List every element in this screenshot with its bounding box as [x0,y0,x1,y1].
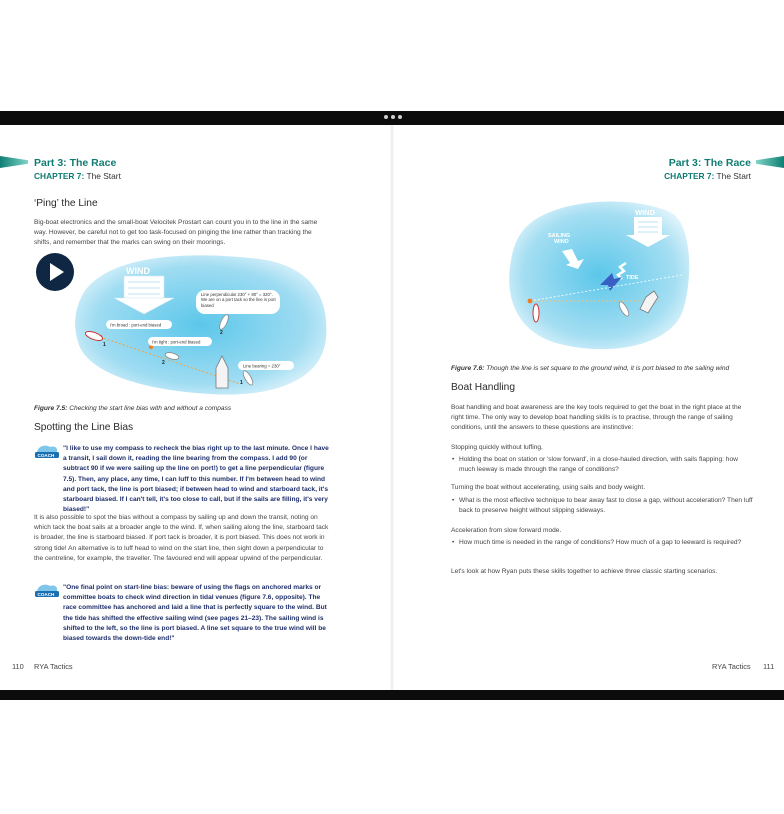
tide-label: TIDE [626,275,639,281]
coach-badge-text: COACH [37,592,55,597]
part-title-right: Part 3: The Race [668,157,751,169]
chapter-title-left [34,171,121,181]
callout-perpendicular-box [201,292,277,314]
coach-badge-icon [34,443,60,459]
boat-number: 2 [220,330,223,336]
chapter-title-right [664,171,751,181]
section-heading-boat-handling: Boat Handling [451,382,516,393]
footer-title-right: RYA Tactics [712,662,751,671]
play-video-button[interactable] [36,253,74,291]
callout-bearing-text: Line bearing = 230° [243,363,281,369]
sailing-wind-label: WIND [554,239,569,245]
section-paragraph-bias: It is also possible to spot the bias without a compass by sailing up and down the transit, noting on which tack the boat sails at a broader angle to the wind. If, when sailing along the line, starboard tack is broader, the line is starboard biased. If port tack is broader, it is port biased. This does not work in strong tide! An alternative is to luff head to wind on the start line, then sight down a perpendicular to the centreline, for example, the traveller. The favoured end will appear upwind of the perpendicular. [34,514,329,562]
callout-tight-text: I'm tight : port-end biased [152,339,201,345]
figure-7-5-label: Figure 7.5: [34,405,68,412]
coach-quote-1: "I like to use my compass to recheck the bias right up to the last minute. Once I have a transit, I sail down it, reading the line bearing from the compass. I add 90 (or subtract 90 if we were sailing up the line on port!) to get a line perpendicular (figure 7.5). Then, any place, any time, I can luff to this number. If I'm between head to wind and port tack, the line is port biased; if between head to wind and starboard tack, it's starboard biased. If I can't tell, it's too close to call, but if the sails are filling, it's very biased!" [63,445,329,514]
boat-handling-intro: Boat handling and boat awareness are the key tools required to get the boat in the right place at the right time. The only way to develop boat handling skills is to practise, through the range of sailing conditions, until the answers to these questions are instinctive: [451,404,742,432]
figure-7-5-text: Checking the start line bias with and without a compass [69,405,232,412]
topic-turning-list [451,496,755,516]
part-title-left: Part 3: The Race [34,157,117,169]
list-item: • How much time is needed in the range of conditions? How much of a gap to leeward is required? [459,538,755,548]
topic-acceleration-list [451,538,755,548]
list-item: • What is the most effective technique to bear away fast to close a gap, without acceleration? Then luff back to preserve height without slipping sideways. [459,496,755,516]
coach-badge-icon [34,582,60,598]
chapter-name: The Start [716,171,751,181]
wind-label: WIND [635,208,655,217]
boat-number: 1 [103,342,106,348]
figure-7-5-caption [34,405,231,412]
figure-7-6-label: Figure 7.6: [451,365,485,372]
wind-label: WIND [126,266,150,276]
topic-acceleration: Acceleration from slow forward mode. [451,527,562,534]
viewer-bottom-bar [0,690,784,700]
figure-7-6-diagram [506,197,690,353]
figure-7-5-diagram [70,252,332,398]
coach-badge-text: COACH [37,453,55,458]
footer-page-number-right: 111 [763,662,775,671]
boat-icon [533,304,539,322]
chapter-label: CHAPTER 7: [664,171,715,181]
section-heading-bias: Spotting the Line Bias [34,422,134,433]
footer-title-left: RYA Tactics [34,662,73,671]
topic-turning: Turning the boat without accelerating, using sails and body weight. [451,484,646,491]
section-heading-ping: ‘Ping’ the Line [34,198,98,209]
boat-number: 1 [240,380,243,386]
chapter-name: The Start [86,171,121,181]
pin-mark [528,299,533,304]
figure-7-6-text: Though the line is set square to the ground wind, it is port biased to the sailing wind [486,365,730,372]
sea-area [509,201,689,349]
boat-number: 2 [162,360,165,366]
section-paragraph-ping: Big-boat electronics and the small-boat Velocitek Prostart can count you in to the line in the same way. However, be careful not to get too task-focused on pinging the line rather than tracking the shifts, and remember that the marks can swing on their moorings. [34,219,318,247]
ellipsis-icon[interactable] [384,115,402,119]
list-item: • Holding the boat on station or 'slow forward', in a close-hauled direction, with sails flapping: how much leeway is made through the range of conditions? [459,455,755,475]
coach-quote-2: "One final point on start-line bias: beware of using the flags on anchored marks or committee boats to check wind direction in tidal venues (figure 7.6, opposite). The race committee has anchored and laid a line that is perfectly square to the wind. But the tide has shifted the effective sailing wind (see pages 21–23). The sailing wind is shifted to the left, so the line is port biased. A line set square to the true wind will be biased towards the down-tide end!" [63,584,327,643]
topic-stopping: Stopping quickly without luffing. [451,444,543,451]
figure-7-6-caption [451,365,729,372]
topic-stopping-list [451,455,755,475]
boat-handling-closing: Let's look at how Ryan puts these skills together to achieve three classic starting scenarios. [451,568,718,575]
sailing-wind-label: SAILING [548,233,571,239]
chapter-label: CHAPTER 7: [34,171,85,181]
footer-page-number-left: 110 [12,662,24,671]
page-gutter [390,125,394,690]
callout-broad-text: I'm broad : port-end biased [110,322,162,328]
callout-perpendicular-text: Line perpendicular 230° + 90° = 320°. We are on a port tack so the line is port biased [201,292,276,308]
